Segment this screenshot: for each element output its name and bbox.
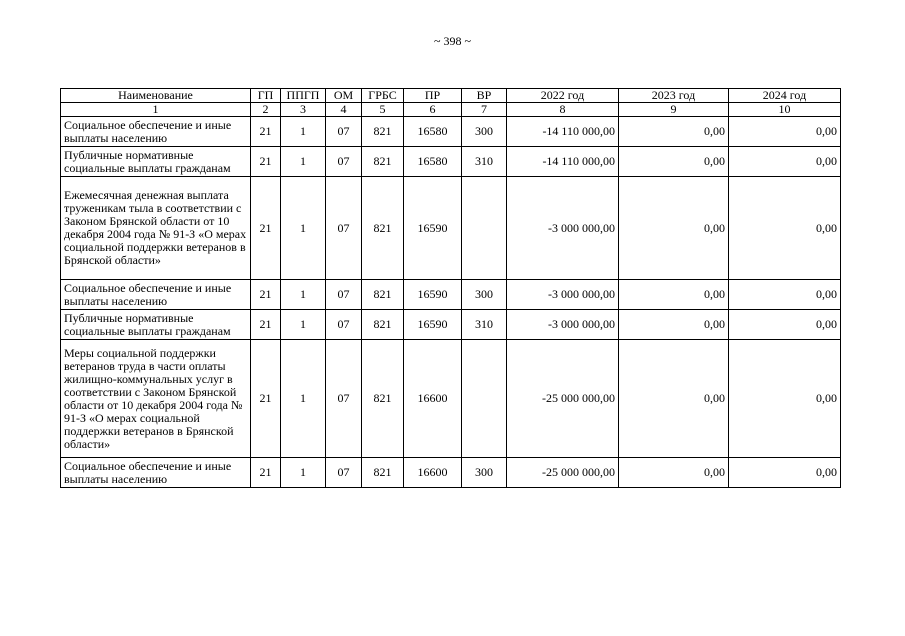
header-row [61,89,841,103]
row-grbs: 821 [362,310,404,340]
column-number: 4 [326,103,362,117]
row-gp: 21 [251,177,281,280]
row-vr: 300 [462,458,507,488]
header-name: Наименование [61,89,251,103]
row-vr: 300 [462,280,507,310]
row-2022: -3 000 000,00 [507,280,619,310]
column-number: 9 [619,103,729,117]
row-name: Социальное обеспечение и иные выплаты населению [61,117,251,147]
column-number: 7 [462,103,507,117]
budget-table [60,88,841,488]
row-vr: 300 [462,117,507,147]
row-2024: 0,00 [729,310,841,340]
header-om: ОМ [326,89,362,103]
row-gp: 21 [251,340,281,458]
row-ppgp: 1 [281,147,326,177]
row-2024: 0,00 [729,340,841,458]
row-name: Социальное обеспечение и иные выплаты населению [61,280,251,310]
row-2023: 0,00 [619,310,729,340]
row-pr: 16580 [404,147,462,177]
row-2024: 0,00 [729,147,841,177]
row-om: 07 [326,310,362,340]
table-row [61,310,841,340]
row-om: 07 [326,177,362,280]
header-ppgp: ППГП [281,89,326,103]
row-ppgp: 1 [281,280,326,310]
header-pr: ПР [404,89,462,103]
row-pr: 16590 [404,280,462,310]
column-number: 10 [729,103,841,117]
table-row [61,117,841,147]
row-om: 07 [326,340,362,458]
row-grbs: 821 [362,280,404,310]
header-grbs: ГРБС [362,89,404,103]
page-number: ~ 398 ~ [434,34,471,48]
row-2022: -3 000 000,00 [507,177,619,280]
row-ppgp: 1 [281,117,326,147]
row-ppgp: 1 [281,458,326,488]
header-2023: 2023 год [619,89,729,103]
row-ppgp: 1 [281,310,326,340]
row-2023: 0,00 [619,340,729,458]
column-number: 2 [251,103,281,117]
header-gp: ГП [251,89,281,103]
row-om: 07 [326,458,362,488]
row-gp: 21 [251,310,281,340]
row-pr: 16580 [404,117,462,147]
row-gp: 21 [251,280,281,310]
row-2022: -25 000 000,00 [507,458,619,488]
row-name: Публичные нормативные социальные выплаты гражданам [61,310,251,340]
row-om: 07 [326,117,362,147]
row-grbs: 821 [362,177,404,280]
column-number: 8 [507,103,619,117]
column-number: 5 [362,103,404,117]
row-ppgp: 1 [281,340,326,458]
row-pr: 16600 [404,458,462,488]
row-2024: 0,00 [729,458,841,488]
row-vr: 310 [462,310,507,340]
row-name: Социальное обеспечение и иные выплаты населению [61,458,251,488]
row-2024: 0,00 [729,117,841,147]
row-name: Меры социальной поддержки ветеранов труда в части оплаты жилищно-коммунальных услуг в соответствии с Законом Брянской области от 10 декабря 2004 года № 91-З «О мерах социальной поддержки ветеранов в Брянской области» [61,340,251,458]
row-pr: 16600 [404,340,462,458]
row-gp: 21 [251,458,281,488]
table-row [61,147,841,177]
row-2023: 0,00 [619,117,729,147]
row-om: 07 [326,147,362,177]
row-2022: -3 000 000,00 [507,310,619,340]
table-row [61,340,841,458]
column-number: 6 [404,103,462,117]
row-gp: 21 [251,117,281,147]
row-2023: 0,00 [619,177,729,280]
row-2022: -14 110 000,00 [507,117,619,147]
row-2022: -25 000 000,00 [507,340,619,458]
row-grbs: 821 [362,458,404,488]
row-name: Ежемесячная денежная выплата труженикам тыла в соответствии с Законом Брянской области от 10 декабря 2004 года № 91-З «О мерах социальной поддержки ветеранов в Брянской области» [61,177,251,280]
row-2023: 0,00 [619,458,729,488]
row-vr [462,340,507,458]
row-2022: -14 110 000,00 [507,147,619,177]
row-2024: 0,00 [729,280,841,310]
column-number: 3 [281,103,326,117]
row-grbs: 821 [362,340,404,458]
table-row [61,458,841,488]
table-row [61,177,841,280]
row-ppgp: 1 [281,177,326,280]
row-vr: 310 [462,147,507,177]
row-name: Публичные нормативные социальные выплаты гражданам [61,147,251,177]
row-pr: 16590 [404,177,462,280]
row-grbs: 821 [362,117,404,147]
row-grbs: 821 [362,147,404,177]
header-2022: 2022 год [507,89,619,103]
header-2024: 2024 год [729,89,841,103]
row-om: 07 [326,280,362,310]
row-2024: 0,00 [729,177,841,280]
row-2023: 0,00 [619,147,729,177]
row-gp: 21 [251,147,281,177]
column-number: 1 [61,103,251,117]
column-number-row [61,103,841,117]
row-vr [462,177,507,280]
row-pr: 16590 [404,310,462,340]
row-2023: 0,00 [619,280,729,310]
table-row [61,280,841,310]
header-vr: ВР [462,89,507,103]
